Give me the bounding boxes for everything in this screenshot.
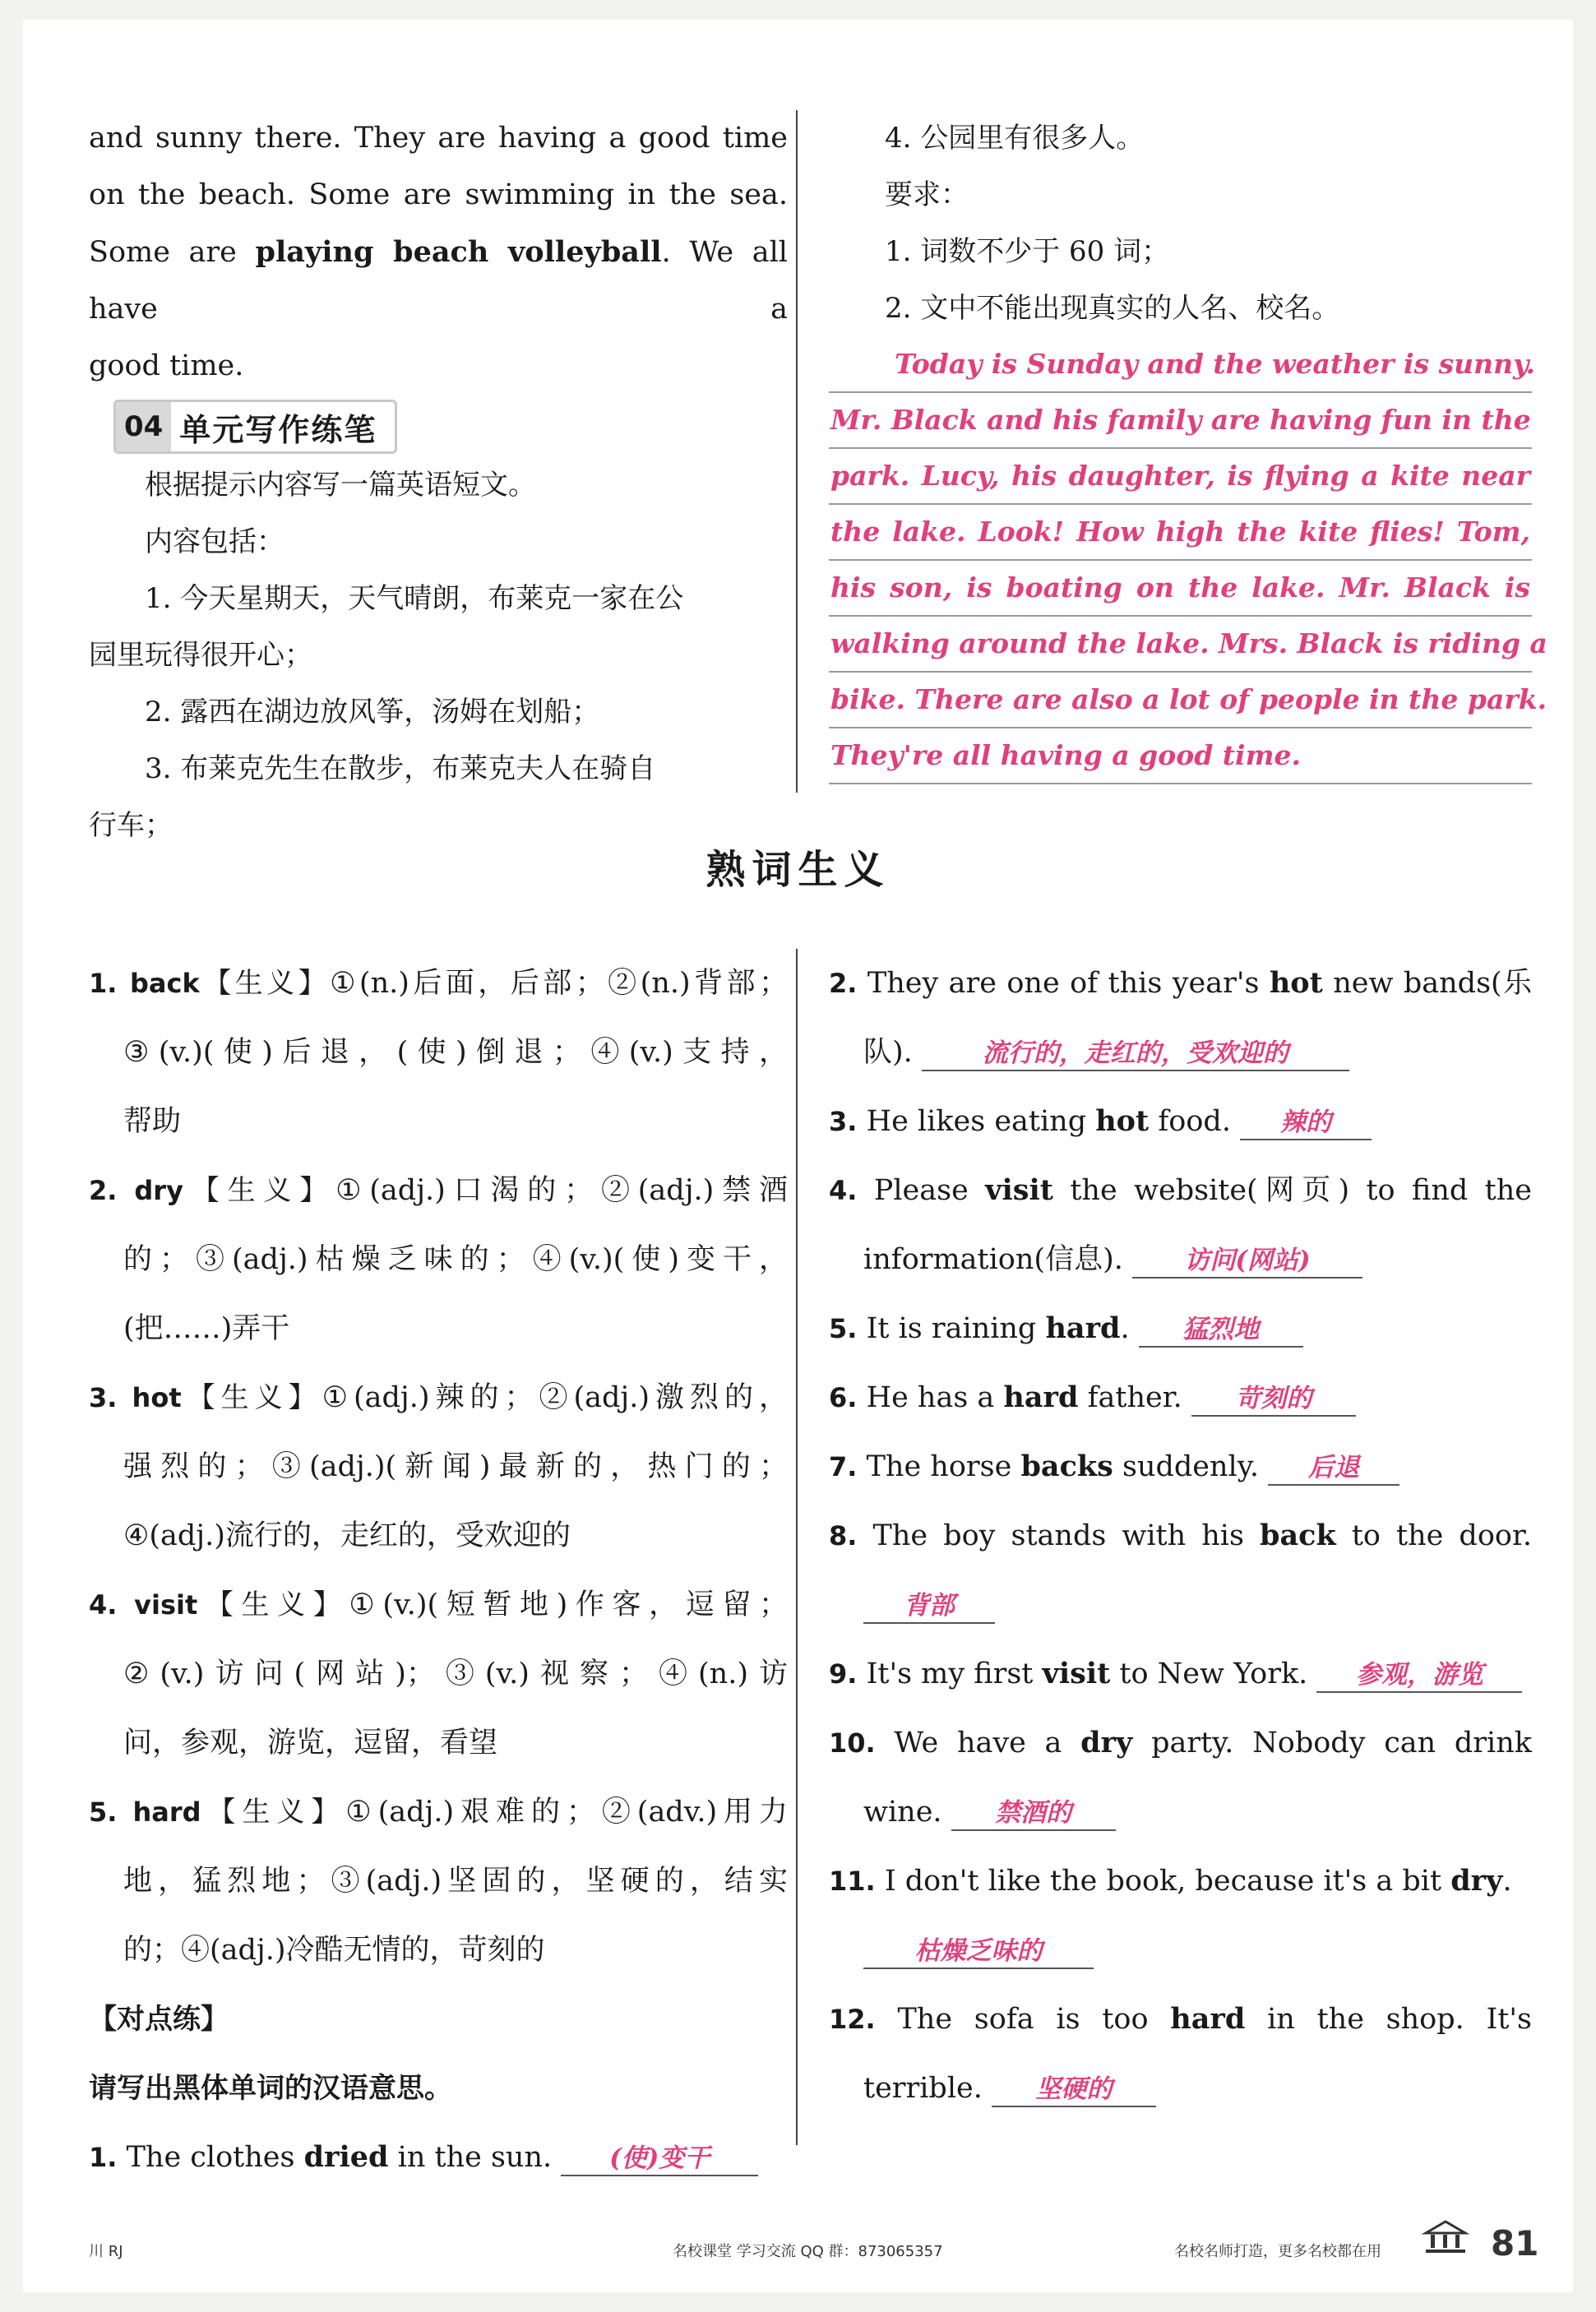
content-item-1-cont: 园里玩得很开心；	[89, 639, 312, 672]
question-5: 5. It is raining hard. 猛烈地	[829, 1294, 1532, 1363]
vocab-word: dry	[134, 1175, 183, 1206]
content-item-1: 1. 今天星期天，天气晴朗，布莱克一家在公	[145, 582, 684, 615]
essay-line: Today is Sunday and the weather is sunny.	[829, 337, 1532, 393]
essay-answer	[829, 337, 1547, 784]
vocab-entry: 1. back【生义】①(n.)后面，后部；②(n.)背部； ③(v.)(使)后退，(使)倒退；④(v.)支持， 帮助	[89, 967, 788, 1138]
vocab-entry: 5. hard【生义】①(adj.)艰难的；②(adv.)用力 地，猛烈地；③(adj.)坚固的，坚硬的，结实 的；④(adj.)冷酷无情的，苛刻的	[89, 1796, 788, 1967]
paragraph-line: and sunny there. They are having a good time	[89, 122, 788, 155]
section-04-header	[113, 400, 397, 454]
question-1: 1. The clothes dried in the sun. (使)变干	[89, 2123, 788, 2192]
vocab-word: hot	[132, 1382, 182, 1413]
content-item-4: 4. 公园里有很多人。	[885, 122, 1145, 155]
answer-blank[interactable]: 禁酒的	[951, 1796, 1116, 1831]
answer-blank[interactable]: 访问(网站)	[1132, 1244, 1362, 1279]
content-label: 内容包括：	[145, 525, 285, 558]
bold-phrase: playing beach volleyball	[255, 235, 662, 269]
content-item-2: 2. 露西在湖边放风筝，汤姆在划船；	[145, 696, 600, 728]
school-logo-icon	[1421, 2217, 1470, 2258]
question-6: 6. He has a hard father. 苛刻的	[829, 1363, 1532, 1432]
essay-line: the lake. Look! How high the kite flies! Tom,	[829, 505, 1532, 561]
answer-blank[interactable]: 后退	[1268, 1451, 1399, 1486]
right-top-column	[829, 110, 1547, 784]
section-title: 单元写作练笔	[179, 410, 377, 448]
vocab-entry: 3. hot【生义】①(adj.)辣的；②(adj.)激烈的， 强烈的；③(adj.)(新闻)最新的，热门的； ④(adj.)流行的，走红的，受欢迎的	[89, 1381, 788, 1552]
workbook-page	[23, 20, 1573, 2292]
column-divider	[796, 949, 798, 2145]
section-number: 04	[116, 402, 171, 451]
question-4: 4. Please visit the website(网页) to find the	[829, 1173, 1532, 1207]
answer-blank[interactable]: 猛烈地	[1139, 1313, 1303, 1348]
questions-list: 2. They are one of this year's hot new bands(乐 队). 流行的，走红的，受欢迎的 3. He likes eating hot food. 辣的 4. Please visit the website(网页) to find the information(信息). 访问(网站) 5. It is raining hard. 猛烈地 6. He has a hard father. 苛刻的 7. The horse backs suddenly. 后退 8. The boy stands with his back to the door. 背部 9. It's my first visit to New York. 参观，游览 10. We have a dry party. Nobody can drink wine. 禁酒的 11. I don't like the book, because it's a bit dry. 枯燥乏味的 12. The sofa is too hard in the shop. It's terrible. 坚硬的	[829, 949, 1532, 2123]
vocab-section-title: 熟词生义	[705, 847, 891, 893]
footer-qq-group: 名校课堂 学习交流 QQ 群：873065357	[673, 2243, 943, 2260]
requirement-2: 2. 文中不能出现真实的人名、校名。	[885, 292, 1340, 325]
question-10: 10. We have a dry party. Nobody can drink	[829, 1726, 1532, 1759]
essay-line: his son, is boating on the lake. Mr. Black is	[829, 561, 1532, 617]
answer-blank[interactable]: 辣的	[1240, 1106, 1372, 1140]
paragraph-line: on the beach. Some are swimming in the sea.	[89, 178, 788, 211]
vocab-word: back	[130, 968, 200, 999]
page-number: 81	[1491, 2223, 1539, 2263]
question-9: 9. It's my first visit to New York. 参观，游览	[829, 1639, 1532, 1709]
requirements-label: 要求：	[885, 178, 969, 211]
instruction: 根据提示内容写一篇英语短文。	[145, 469, 536, 502]
content-item-3: 3. 布莱克先生在散步，布莱克夫人在骑自	[145, 752, 656, 785]
practice-instruction: 请写出黑体单词的汉语意思。	[89, 2072, 452, 2105]
answer-blank[interactable]: 坚硬的	[992, 2073, 1156, 2107]
essay-line: park. Lucy, his daughter, is flying a kite near	[829, 449, 1532, 505]
question-12: 12. The sofa is too hard in the shop. It's	[829, 2002, 1532, 2036]
question-7: 7. The horse backs suddenly. 后退	[829, 1432, 1532, 1501]
question-2: 2. They are one of this year's hot new bands(乐	[829, 966, 1532, 1000]
essay-line: They're all having a good time.	[829, 728, 1532, 784]
question-11: 11. I don't like the book, because it's a bit dry.	[829, 1864, 1512, 1898]
left-top-column	[89, 110, 788, 854]
answer-blank[interactable]: 苛刻的	[1191, 1382, 1356, 1417]
content-item-3-cont: 行车；	[89, 809, 173, 842]
question-3: 3. He likes eating hot food. 辣的	[829, 1087, 1532, 1156]
answer-blank[interactable]: 参观，游览	[1316, 1658, 1522, 1693]
essay-line: Mr. Black and his family are having fun in the	[829, 393, 1532, 449]
answer-blank[interactable]: 流行的，走红的，受欢迎的	[922, 1037, 1349, 1071]
paragraph-line: good time.	[89, 349, 244, 382]
footer-slogan: 名校名师打造，更多名校都在用	[1174, 2243, 1381, 2260]
footer-edition: 川 RJ	[89, 2243, 123, 2260]
requirement-1: 1. 词数不少于 60 词；	[885, 235, 1170, 268]
essay-line: walking around the lake. Mrs. Black is riding a	[829, 617, 1532, 673]
paragraph-line: Some are playing beach volleyball. We all have a	[89, 235, 789, 326]
answer-blank[interactable]: 背部	[863, 1589, 995, 1624]
vocab-entry: 2. dry【生义】①(adj.)口渴的；②(adj.)禁酒 的；③(adj.)枯燥乏味的；④(v.)(使)变干， (把……)弄干	[89, 1174, 788, 1345]
practice-label: 【对点练】	[89, 2003, 229, 2036]
vocab-entry: 4. visit【生义】①(v.)(短暂地)作客，逗留； ②(v.)访问(网站)；③(v.)视察；④(n.)访 问，参观，游览，逗留，看望	[89, 1588, 788, 1759]
answer-blank[interactable]: 枯燥乏味的	[863, 1935, 1094, 1969]
vocab-word: visit	[134, 1589, 198, 1621]
column-divider	[796, 110, 798, 793]
vocab-word: hard	[132, 1796, 201, 1828]
essay-line: bike. There are also a lot of people in the park.	[829, 673, 1532, 728]
vocab-list	[89, 949, 788, 2192]
answer-blank[interactable]: (使)变干	[561, 2142, 758, 2176]
question-8: 8. The boy stands with his back to the door.	[829, 1519, 1532, 1552]
